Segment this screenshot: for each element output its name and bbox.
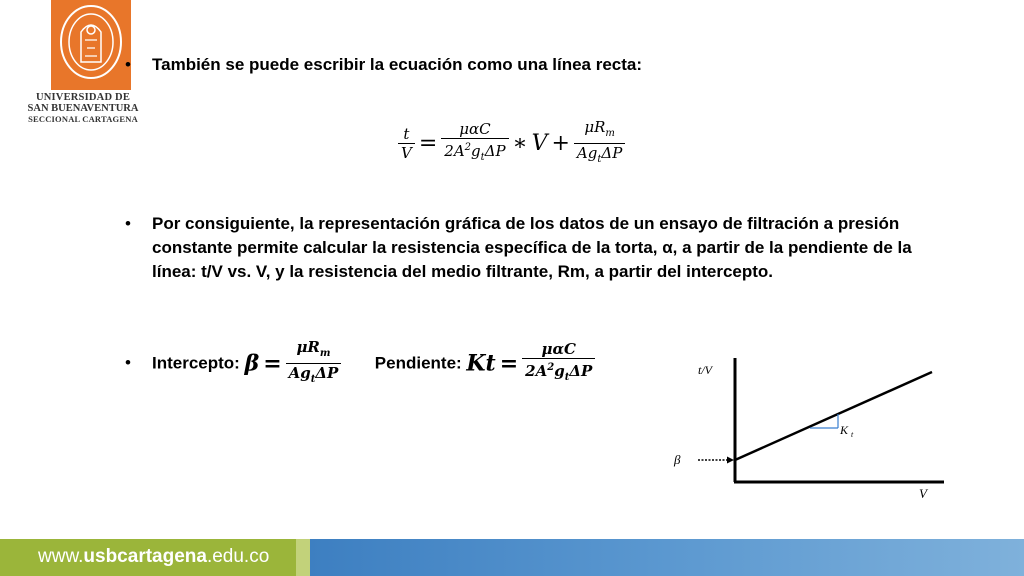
slope-denominator: $2A^2g_t\Delta P$ xyxy=(444,142,506,164)
slope-formula: $\frac{\text{μαC}}{2A^2g_t\Delta P}$ xyxy=(522,340,595,387)
lhs-denominator: V xyxy=(401,144,412,163)
bullet-straight-line xyxy=(125,53,643,77)
bullet-text: Por consiguiente, la representación gráfica de los datos de un ensayo de filtración a presión constante permite calcular la resistencia específica de la torta, α, a partir de la pendiente de la línea: t/V vs. V, y la resistencia del medio filtrante, Rm, a partir del intercepto. xyxy=(152,214,912,281)
bullet-dot: • xyxy=(125,353,131,372)
logo-line2: SAN BUENAVENTURA xyxy=(27,103,139,114)
intercept-fraction xyxy=(574,118,625,169)
slope-label: Pendiente: xyxy=(374,353,462,373)
website-url[interactable]: www.usbcartagena.edu.co xyxy=(38,546,270,567)
slope-numerator: μαC xyxy=(459,120,491,138)
trend-line xyxy=(735,372,932,460)
graph-x-label: V xyxy=(919,486,927,501)
bullet-text: También se puede escribir la ecuación como una línea recta: xyxy=(152,55,643,74)
bullet-dot: • xyxy=(125,55,131,74)
university-seal-icon xyxy=(51,0,131,90)
graph-y-label: t/V xyxy=(698,363,712,377)
lhs-numerator: t xyxy=(403,125,410,143)
beta-symbol: β xyxy=(244,350,260,377)
multiply-sign: ∗ xyxy=(512,131,528,157)
main-equation: $\frac{t}{V}$ = $\frac{\text{μαC}}{2A^2g_t\Delta P}$ ∗ V + $\frac{\mu R_m}{Ag_t\Delta P}$ xyxy=(398,118,668,178)
variable-v: V xyxy=(531,131,548,157)
intercept-formula: $\frac{\mu R_m}{Ag_t\Delta P}$ xyxy=(286,338,342,389)
intercept-numerator: $\mu R_m$ xyxy=(584,118,615,139)
logo-line3: SECCIONAL CARTAGENA xyxy=(28,114,138,124)
slope-fraction xyxy=(441,120,508,167)
filtration-graph xyxy=(668,352,958,512)
bullet-graphical-representation xyxy=(125,212,942,284)
intercept-label: Intercepto: xyxy=(152,353,240,373)
lhs-fraction xyxy=(398,125,415,162)
bullet-intercept-slope: • Intercepto: β = $\frac{\mu R_m}{Ag_t\Delta P}$ Pendiente: Kt = $\frac{\text{μαC}}{2A^2g_t\Delta P}$ xyxy=(152,338,595,389)
graph-slope-label: K $_t$ xyxy=(840,423,854,439)
graph-beta-label: β xyxy=(674,452,681,467)
logo-line1: UNIVERSIDAD DE xyxy=(35,92,131,103)
beta-arrowhead xyxy=(727,457,734,464)
footer-bar xyxy=(0,539,1024,576)
intercept-denominator: $Ag_t\Delta P$ xyxy=(576,144,623,166)
bullet-dot: • xyxy=(125,214,131,233)
kt-symbol: Kt xyxy=(466,350,496,377)
